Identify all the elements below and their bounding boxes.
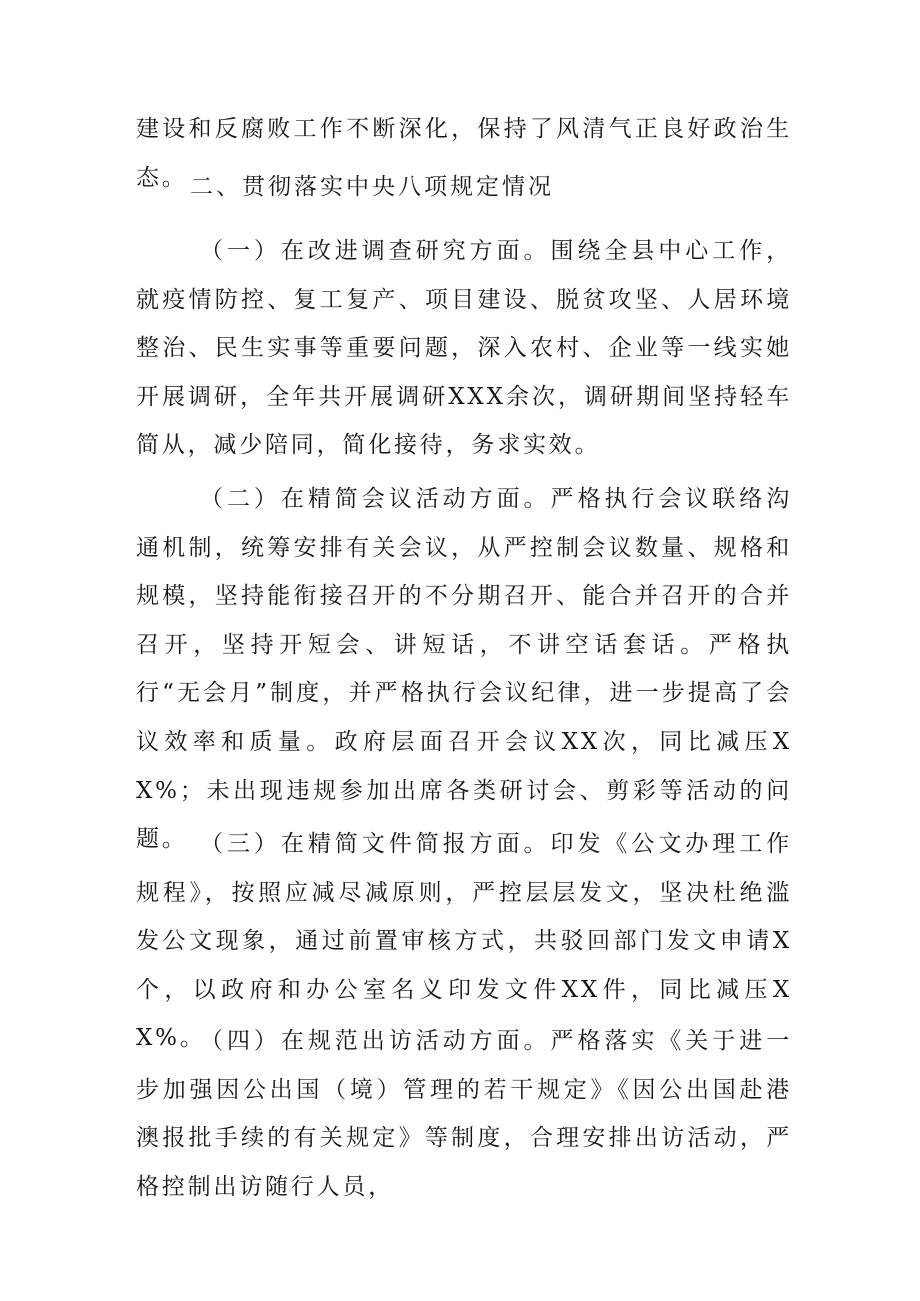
paragraph-documents: （三）在精简文件简报方面。印发《公文办理工作规程》，按照应减尽减原则，严控层层发文，坚决杜绝滥发公文现象，通过前置审核方式，共驳回部门发文申请X个，以政府和办公室名义印发文件XX件，同比减压XX%。 xyxy=(136,831,792,1052)
section-heading: 二、贯彻落实中央八项规定情况 xyxy=(190,174,554,200)
carryover-paragraph: 建设和反腐败工作不断深化，保持了风清气正良好政治生态。 xyxy=(136,116,792,191)
paragraph-visits: （四）在规范出访活动方面。严格落实《关于进一步加强因公出国（境）管理的若干规定》《因公出国赴港澳报批手续的有关规定》等制度，合理安排出访活动，严格控制出访随行人员， xyxy=(136,1028,792,1200)
paragraph-meetings: （二）在精简会议活动方面。严格执行会议联络沟通机制，统筹安排有关会议，从严控制会议数量、规格和规模，坚持能衔接召开的不分期召开、能合并召开的合并召开，坚持开短会、讲短话，不讲空话套话。严格执行“无会月”制度，并严格执行会议纪律，进一步提高了会议效率和质量。政府层面召开会议XX次，同比减压XX%；未出现违规参加出席各类研讨会、剪彩等活动的问题。 xyxy=(136,486,792,853)
paragraph-research: （一）在改进调查研究方面。围绕全县中心工作，就疫情防控、复工复产、项目建设、脱贫攻坚、人居环境整治、民生实事等重要问题，深入农村、企业等一线实她开展调研，全年共开展调研XXX余次，调研期间坚持轻车简从，减少陪同，简化接待，务求实效。 xyxy=(136,238,792,459)
